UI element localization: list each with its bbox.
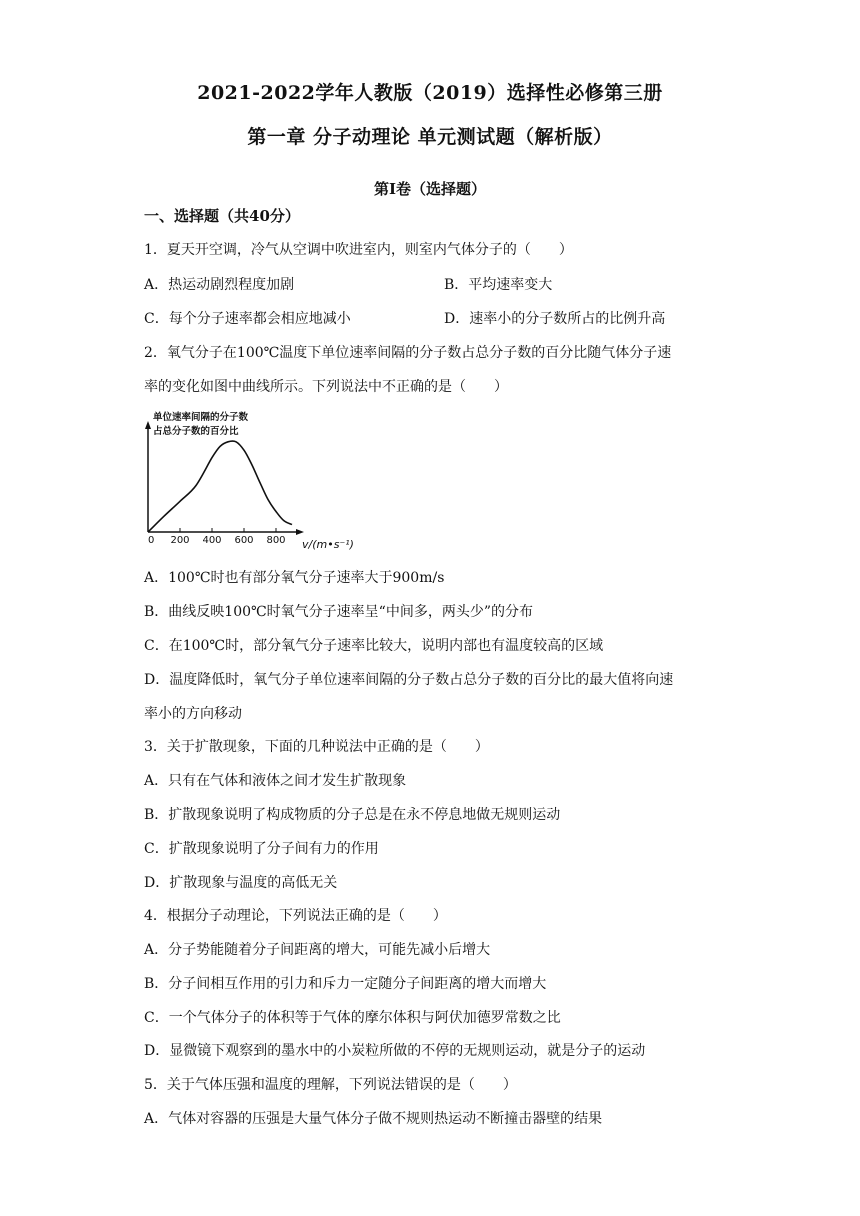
question-2-option-b: B．曲线反映100℃时氧气分子速率呈“中间多，两头少”的分布	[144, 604, 533, 620]
document-title-line-2: 第一章 分子动理论 单元测试题（解析版）	[247, 126, 613, 148]
x-tick-group	[148, 528, 286, 546]
question-3-option-c: C．扩散现象说明了分子间有力的作用	[144, 841, 379, 857]
question-3-option-b: B．扩散现象说明了构成物质的分子总是在永不停息地做无规则运动	[144, 807, 561, 823]
question-4-option-c: C．一个气体分子的体积等于气体的摩尔体积与阿伏加德罗常数之比	[144, 1010, 561, 1026]
x-axis-arrow	[296, 529, 304, 535]
question-2-stem-line-2: 率的变化如图中曲线所示。下列说法中不正确的是（ ）	[144, 379, 508, 395]
volume-heading: 第Ⅰ卷（选择题）	[373, 180, 487, 198]
question-4-option-b: B．分子间相互作用的引力和斥力一定随分子间距离的增大而增大	[144, 976, 547, 992]
question-2-option-d-line-2: 率小的方向移动	[144, 706, 242, 722]
chart-xlabel: v/(m•s⁻¹)	[302, 538, 354, 551]
document-title-line-1: 2021-2022学年人教版（2019）选择性必修第三册	[197, 82, 663, 104]
question-3-option-a: A．只有在气体和液体之间才发生扩散现象	[144, 773, 407, 789]
x-tick-label: 400	[202, 535, 222, 546]
question-2-option-d-line-1: D．温度降低时，氧气分子单位速率间隔的分子数占总分子数的百分比的最大值将向速	[144, 672, 674, 688]
question-3-option-d: D．扩散现象与温度的高低无关	[144, 875, 338, 891]
speed-distribution-curve	[148, 441, 292, 532]
speed-distribution-chart	[140, 405, 370, 555]
question-2-stem-line-1: 2．氧气分子在100℃温度下单位速率间隔的分子数占总分子数的百分比随气体分子速	[144, 345, 672, 361]
question-4-option-d: D．显微镜下观察到的墨水中的小炭粒所做的不停的无规则运动，就是分子的运动	[144, 1043, 646, 1059]
x-tick-label: 0	[148, 535, 155, 546]
question-5-stem: 5．关于气体压强和温度的理解，下列说法错误的是（ ）	[144, 1077, 517, 1093]
chart-ylabel-line-2: 占总分子数的百分比	[153, 426, 239, 437]
question-4-option-a: A．分子势能随着分子间距离的增大，可能先减小后增大	[144, 942, 491, 958]
x-tick-label: 600	[234, 535, 254, 546]
question-1-option-b: B．平均速率变大	[444, 277, 553, 293]
speed-distribution-figure	[140, 405, 370, 555]
question-1-option-a: A．热运动剧烈程度加剧	[144, 277, 295, 293]
question-1-option-d: D．速率小的分子数所占的比例升高	[444, 311, 666, 327]
y-axis-arrow	[145, 421, 151, 429]
question-5-option-a: A．气体对容器的压强是大量气体分子做不规则热运动不断撞击器壁的结果	[144, 1111, 603, 1127]
question-2-option-c: C．在100℃时，部分氧气分子速率比较大，说明内部也有温度较高的区域	[144, 638, 604, 654]
question-4-stem: 4．根据分子动理论，下列说法正确的是（ ）	[144, 908, 447, 924]
question-1-option-c: C．每个分子速率都会相应地减小	[144, 311, 351, 327]
question-1-stem: 1．夏天开空调，冷气从空调中吹进室内，则室内气体分子的（ ）	[144, 242, 573, 258]
x-tick-label: 800	[266, 535, 286, 546]
part-heading: 一、选择题（共40分）	[144, 207, 300, 225]
question-2-option-a: A．100℃时也有部分氧气分子速率大于900m/s	[144, 570, 445, 586]
question-3-stem: 3．关于扩散现象，下面的几种说法中正确的是（ ）	[144, 739, 489, 755]
x-tick-label: 200	[170, 535, 190, 546]
chart-ylabel-line-1: 单位速率间隔的分子数	[153, 412, 249, 423]
